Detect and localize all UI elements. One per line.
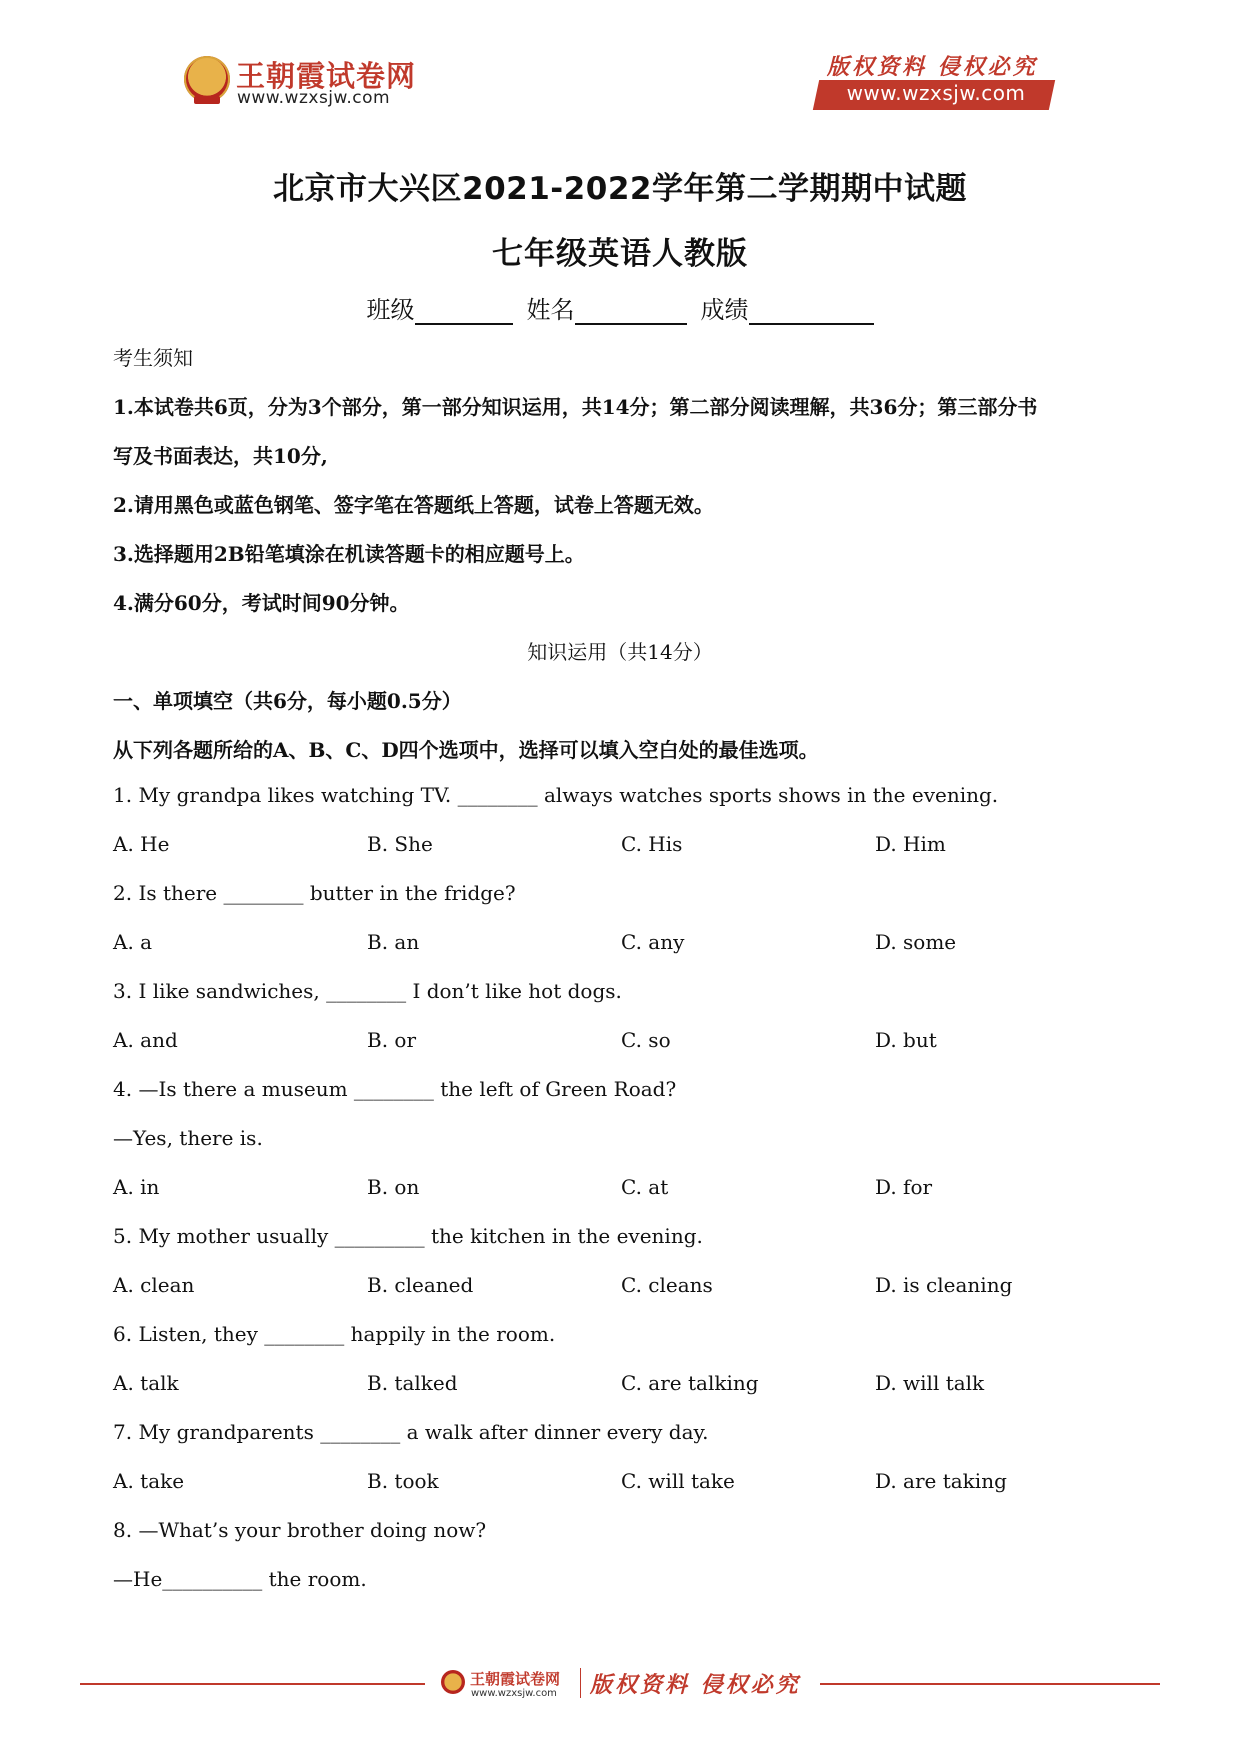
answer-option[interactable]: A. in <box>113 1175 160 1199</box>
answer-option[interactable]: B. or <box>367 1028 417 1052</box>
answer-option[interactable]: D. will talk <box>875 1371 985 1395</box>
answer-option[interactable]: A. talk <box>113 1371 179 1395</box>
answer-option[interactable]: B. took <box>367 1469 439 1493</box>
footer-copyright: 版权资料 侵权必究 <box>590 1672 801 1698</box>
question-stem: 6. Listen, they ________ happily in the room. <box>113 1322 556 1346</box>
question-stem: 5. My mother usually _________ the kitchen in the evening. <box>113 1224 703 1248</box>
answer-option[interactable]: B. She <box>367 832 433 856</box>
answer-option[interactable]: A. and <box>113 1028 178 1052</box>
exam-subtitle: 七年级英语人教版 <box>492 236 748 272</box>
question-stem: 8. —What’s your brother doing now? <box>113 1518 487 1542</box>
notice-heading: 考生须知 <box>113 346 193 370</box>
question-stem: 4. —Is there a museum ________ the left of Green Road? <box>113 1077 677 1101</box>
site-logo-url: www.wzxsjw.com <box>237 88 391 108</box>
exam-title: 北京市大兴区2021-2022学年第二学期期中试题 <box>273 171 967 207</box>
copyright-notice: 版权资料 侵权必究 <box>827 54 1038 80</box>
section-instruction: 从下列各题所给的A、B、C、D四个选项中，选择可以填入空白处的最佳选项。 <box>113 738 819 762</box>
answer-option[interactable]: D. are taking <box>875 1469 1007 1493</box>
name-field[interactable] <box>575 297 687 325</box>
footer-logo-emblem <box>441 1670 465 1694</box>
notice-item-1-cont: 写及书面表达，共10分, <box>113 444 328 468</box>
answer-option[interactable]: A. take <box>113 1469 185 1493</box>
question-response: —Yes, there is. <box>113 1126 263 1150</box>
answer-option[interactable]: C. any <box>621 930 685 954</box>
answer-option[interactable]: C. so <box>621 1028 671 1052</box>
question-response: —He__________ the room. <box>113 1567 367 1591</box>
answer-option[interactable]: D. but <box>875 1028 937 1052</box>
answer-option[interactable]: B. an <box>367 930 420 954</box>
answer-option[interactable]: B. cleaned <box>367 1273 474 1297</box>
site-logo-title: 王朝霞试卷网 <box>236 59 417 93</box>
question-stem: 2. Is there ________ butter in the fridge? <box>113 881 516 905</box>
answer-option[interactable]: D. Him <box>875 832 946 856</box>
footer-rule-right <box>820 1683 1160 1685</box>
answer-option[interactable]: C. at <box>621 1175 669 1199</box>
answer-option[interactable]: C. His <box>621 832 683 856</box>
notice-item-3: 3.选择题用2B铅笔填涂在机读答题卡的相应题号上。 <box>113 542 585 566</box>
notice-item-1: 1.本试卷共6页，分为3个部分，第一部分知识运用，共14分；第二部分阅读理解，共36分；第三部分书 <box>113 395 1038 419</box>
answer-option[interactable]: C. will take <box>621 1469 735 1493</box>
answer-option[interactable]: B. talked <box>367 1371 458 1395</box>
score-field[interactable] <box>749 297 874 325</box>
answer-option[interactable]: D. is cleaning <box>875 1273 1013 1297</box>
site-logo-emblem <box>184 56 230 102</box>
class-field[interactable] <box>415 297 513 325</box>
footer-logo-url: www.wzxsjw.com <box>471 1688 557 1699</box>
student-info-fields <box>0 290 1240 325</box>
answer-option[interactable]: C. cleans <box>621 1273 713 1297</box>
question-stem: 7. My grandparents ________ a walk after dinner every day. <box>113 1420 709 1444</box>
notice-item-4: 4.满分60分，考试时间90分钟。 <box>113 591 410 615</box>
score-label: 成绩 <box>700 296 749 324</box>
part-title: 知识运用（共14分） <box>527 640 713 664</box>
name-label: 姓名 <box>526 296 575 324</box>
copyright-url: www.wzxsjw.com <box>846 81 1026 105</box>
footer-separator <box>580 1668 581 1698</box>
answer-option[interactable]: C. are talking <box>621 1371 759 1395</box>
notice-item-2: 2.请用黑色或蓝色钢笔、签字笔在答题纸上答题，试卷上答题无效。 <box>113 493 714 517</box>
class-label: 班级 <box>366 296 415 324</box>
answer-option[interactable]: B. on <box>367 1175 420 1199</box>
question-stem: 1. My grandpa likes watching TV. ________ always watches sports shows in the evening. <box>113 783 999 807</box>
section-subtitle: 一、单项填空（共6分，每小题0.5分） <box>113 689 462 713</box>
footer-rule-left <box>80 1683 425 1685</box>
answer-option[interactable]: A. He <box>113 832 170 856</box>
answer-option[interactable]: A. a <box>113 930 153 954</box>
question-stem: 3. I like sandwiches, ________ I don’t like hot dogs. <box>113 979 622 1003</box>
footer-logo-title: 王朝霞试卷网 <box>470 1670 561 1688</box>
answer-option[interactable]: D. for <box>875 1175 933 1199</box>
answer-option[interactable]: A. clean <box>113 1273 195 1297</box>
answer-option[interactable]: D. some <box>875 930 957 954</box>
